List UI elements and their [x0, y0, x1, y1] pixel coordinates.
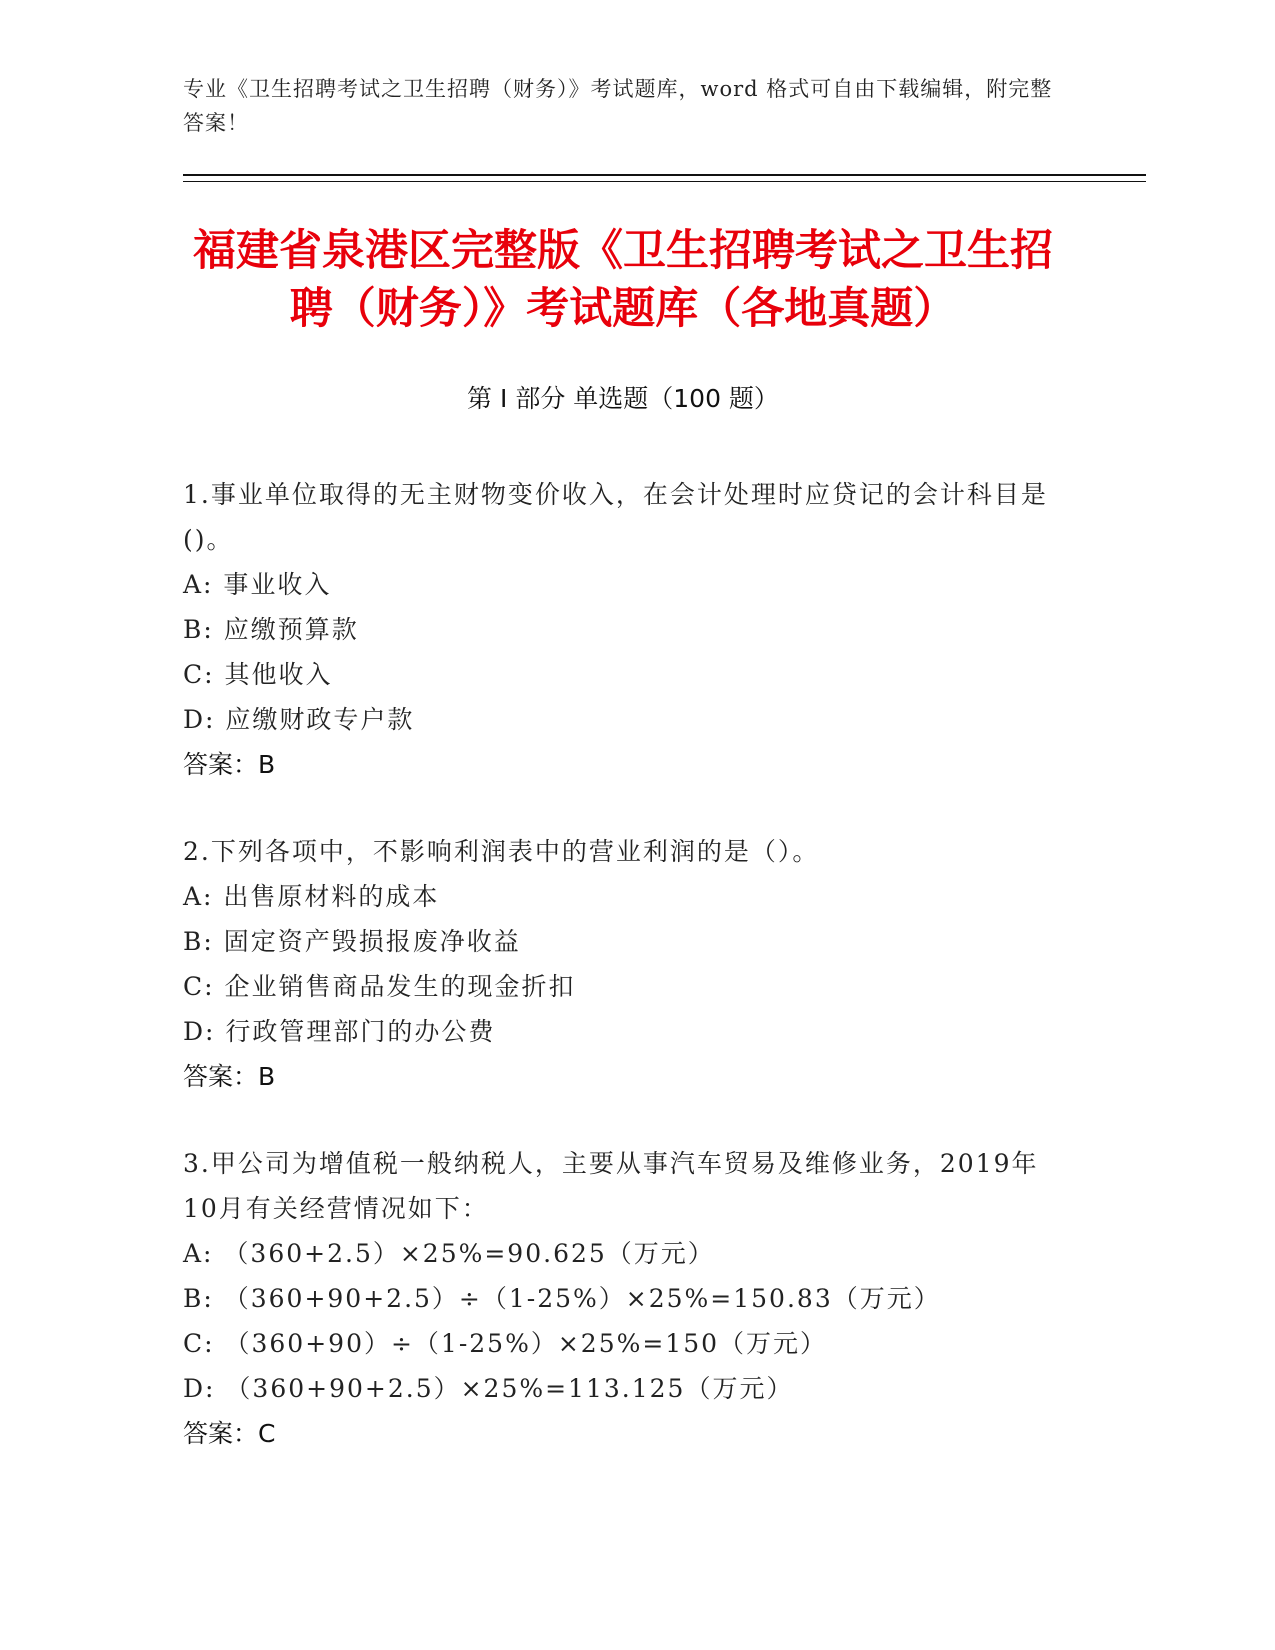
- option-d: D: （360+90+2.5）×25%=113.125（万元）: [183, 1374, 794, 1403]
- option-a: A: 出售原材料的成本: [183, 882, 440, 911]
- header-rule-thick: [183, 174, 1146, 176]
- option-c: C: 企业销售商品发生的现金折扣: [183, 972, 576, 1001]
- document-title: 福建省泉港区完整版《卫生招聘考试之卫生招聘（财务）》考试题库（各地真题）: [193, 226, 1053, 334]
- question-3: [183, 1141, 1063, 1456]
- header-rule-thin: [183, 181, 1146, 182]
- question-list: [183, 472, 1063, 1498]
- option-b: B: 应缴预算款: [183, 615, 359, 644]
- option-b: B: 固定资产毁损报废净收益: [183, 927, 521, 956]
- answer: 答案：B: [183, 1062, 276, 1091]
- section-heading: 第 I 部分 单选题（100 题）: [467, 384, 779, 413]
- question-text: 1.事业单位取得的无主财物变价收入，在会计处理时应贷记的会计科目是()。: [183, 480, 1048, 554]
- header-note: 专业《卫生招聘考试之卫生招聘（财务）》考试题库，word 格式可自由下载编辑，附完整答案！: [183, 77, 1053, 135]
- question-text: 3.甲公司为增值税一般纳税人，主要从事汽车贸易及维修业务，2019年10月有关经营情况如下：: [183, 1149, 1039, 1223]
- question-text: 2.下列各项中，不影响利润表中的营业利润的是（）。: [183, 837, 820, 866]
- question-2: [183, 829, 1063, 1099]
- option-c: C: 其他收入: [183, 660, 333, 689]
- option-c: C: （360+90）÷（1-25%）×25%=150（万元）: [183, 1329, 828, 1358]
- answer: 答案：B: [183, 750, 276, 779]
- question-1: [183, 472, 1063, 787]
- option-d: D: 行政管理部门的办公费: [183, 1017, 496, 1046]
- option-a: A: 事业收入: [183, 570, 332, 599]
- option-d: D: 应缴财政专户款: [183, 705, 415, 734]
- answer: 答案：C: [183, 1419, 276, 1448]
- option-b: B: （360+90+2.5）÷（1-25%）×25%=150.83（万元）: [183, 1284, 941, 1313]
- option-a: A: （360+2.5）×25%=90.625（万元）: [183, 1239, 715, 1268]
